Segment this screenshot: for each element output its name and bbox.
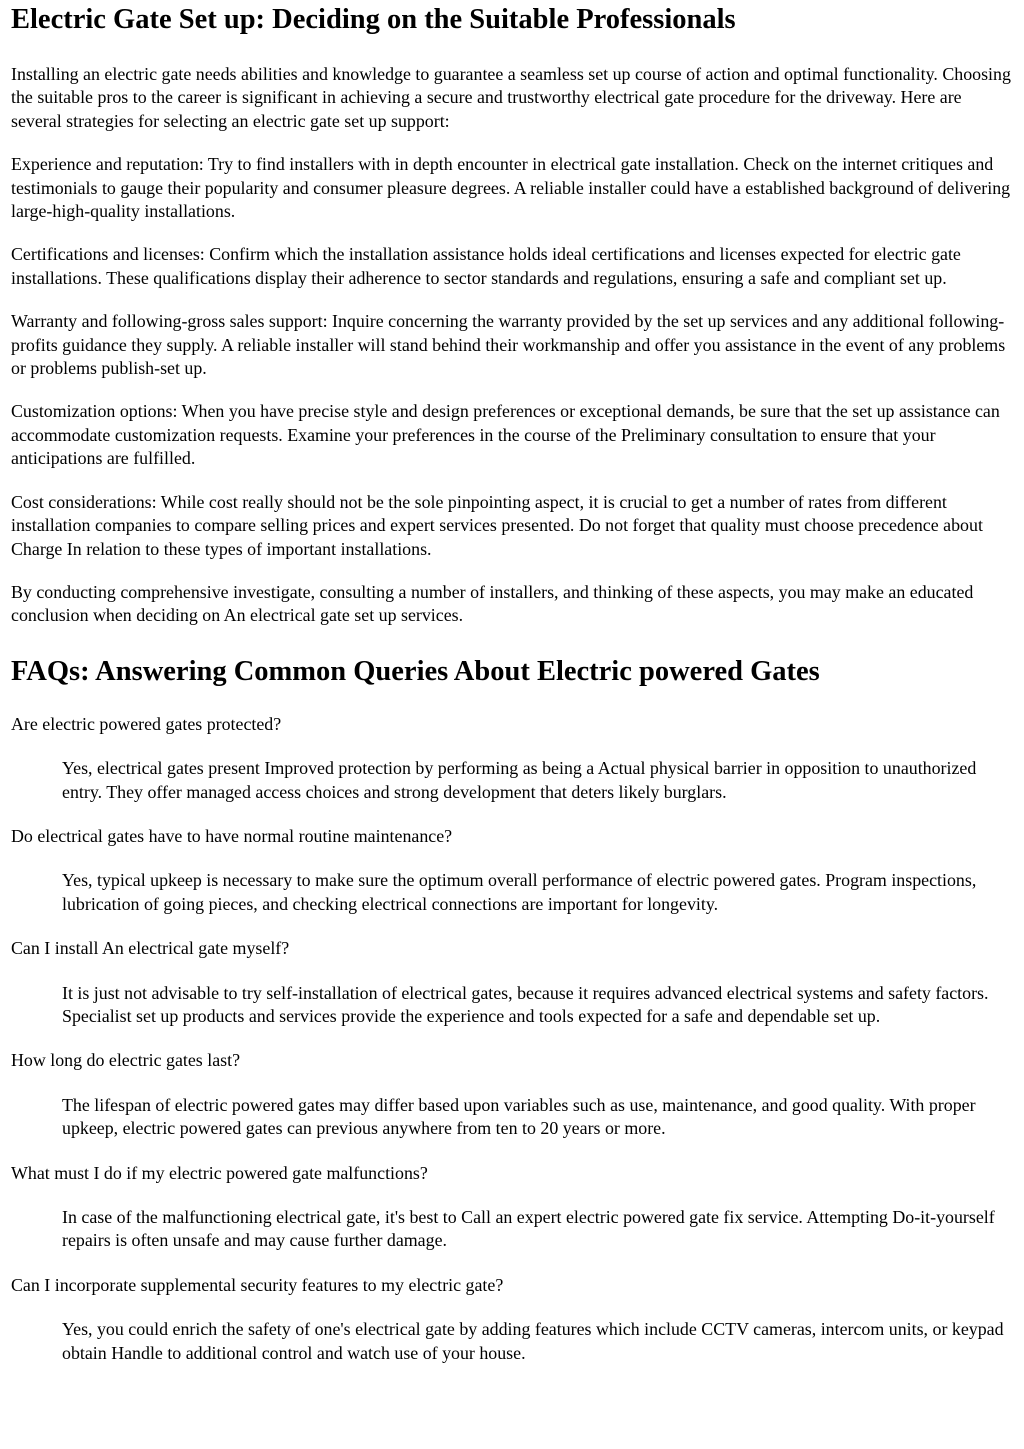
faq-answer: Yes, typical upkeep is necessary to make sure the optimum overall performance of electric powered gates. Program inspections, lubrication of going pieces, and checking electrical connections are important for longevity. [62,870,977,914]
paragraph-experience: Experience and reputation: Try to find installers with in depth encounter in electrical gate installation. Check on the internet critiques and testimonials to gauge their popularity and consumer pleasure degrees. A reliable installer could have a established background of delivering large-high-quality installations. [11,154,1011,222]
faq-answer: In case of the malfunctioning electrical gate, it's best to Call an expert electric powered gate fix service. Attempting Do-it-yourself repairs is often unsafe and may cause further damage. [62,1207,995,1251]
paragraph-conclusion: By conducting comprehensive investigate, consulting a number of installers, and thinking of these aspects, you may make an educated conclusion when deciding on An electrical gate set up services. [11,581,974,626]
section-heading-faqs: FAQs: Answering Common Queries About Electric powered Gates [11,655,820,687]
faq-question: What must I do if my electric powered gate malfunctions? [11,1162,428,1183]
paragraph-cost: Cost considerations: While cost really should not be the sole pinpointing aspect, it is crucial to get a number of rates from different installation companies to compare selling prices and expert services presented. Do not forget that quality must choose precedence about Charge In relation to these types of important installations. [11,491,983,559]
faq-item [11,825,1013,916]
faq-question: How long do electric gates last? [11,1050,241,1071]
faq-item [11,937,1013,1028]
faq-answer: Yes, electrical gates present Improved protection by performing as being a Actual physical barrier in opposition to unauthorized entry. They offer managed access choices and strong development that deters likely burglars. [62,758,977,802]
paragraph-certifications: Certifications and licenses: Confirm which the installation assistance holds ideal certifications and licenses expected for electric gate installations. These qualifications display their adherence to sector standards and regulations, ensuring a safe and compliant set up. [11,244,961,288]
paragraph-customization: Customization options: When you have precise style and design preferences or exceptional demands, be sure that the set up assistance can accommodate customization requests. Examine your preferences in the course of the Preliminary consultation to ensure that your anticipations are fulfilled. [11,401,1000,469]
faq-answer: The lifespan of electric powered gates may differ based upon variables such as use, maintenance, and good quality. With proper upkeep, electric powered gates can previous anywhere from ten to 20 years or more. [62,1094,976,1139]
section-heading-installation: Electric Gate Set up: Deciding on the Suitable Professionals [11,4,736,35]
faq-question: Can I incorporate supplemental security features to my electric gate? [11,1274,504,1295]
faq-question: Are electric powered gates protected? [11,713,282,734]
faq-item [11,1162,1013,1253]
faq-question: Can I install An electrical gate myself? [11,938,290,959]
paragraph-intro: Installing an electric gate needs abilities and knowledge to guarantee a seamless set up course of action and optimal functionality. Choosing the suitable pros to the career is significant in achieving a secure and trustworthy electrical gate procedure for the driveway. Here are several strategies for selecting an electric gate set up support: [11,64,1011,131]
paragraph-warranty: Warranty and following-gross sales support: Inquire concerning the warranty provided by the set up services and any additional following-profits guidance they supply. A reliable installer will stand behind their workmanship and offer you assistance in the event of any problems or problems publish-set up. [11,311,1006,379]
faq-item [11,1274,1013,1365]
faq-answer: It is just not advisable to try self-installation of electrical gates, because it requires advanced electrical systems and safety factors. Specialist set up products and services provide the experience and tools expected for a safe and dependable set up. [62,982,989,1026]
faq-item [11,1049,1013,1140]
faq-answer: Yes, you could enrich the safety of one's electrical gate by adding features which include CCTV cameras, intercom units, or keypad obtain Handle to additional control and watch use of your house. [62,1319,1004,1363]
faq-question: Do electrical gates have to have normal routine maintenance? [11,825,453,846]
faq-list [11,713,1013,1365]
faq-item [11,713,1013,804]
